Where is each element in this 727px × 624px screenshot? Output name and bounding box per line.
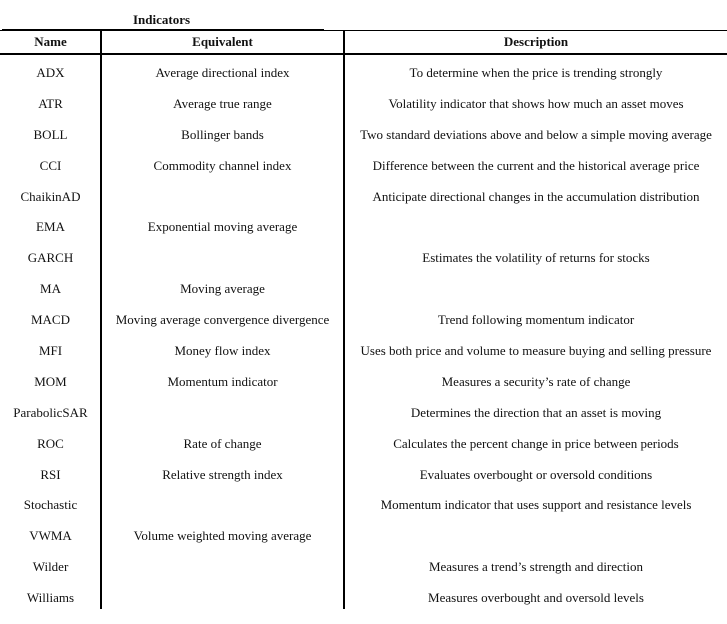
cell-name: ATR: [38, 95, 63, 111]
cell-description: Two standard deviations above and below a simple moving average: [360, 126, 712, 142]
cell-description: Momentum indicator that uses support and resistance levels: [380, 497, 692, 513]
table-row: [0, 429, 727, 460]
cell-description: Uses both price and volume to measure buying and selling pressure: [360, 343, 712, 359]
cell-name: MOM: [34, 373, 67, 389]
table-row: [0, 58, 727, 89]
table-row: [0, 120, 727, 151]
table-row: [0, 274, 727, 305]
header-bottom-rule: [0, 53, 727, 55]
cell-description: Determines the direction that an asset is moving: [410, 404, 662, 420]
cell-description: Calculates the percent change in price between periods: [393, 435, 679, 451]
cell-equivalent: Volume weighted moving average: [133, 528, 312, 544]
column-header-equivalent: Equivalent: [192, 34, 253, 49]
cell-equivalent: Relative strength index: [162, 466, 283, 482]
cell-name: GARCH: [27, 250, 74, 266]
cell-description: [345, 274, 727, 305]
cell-description: Difference between the current and the historical average price: [372, 157, 700, 173]
table-row: [0, 336, 727, 367]
table-row: [0, 521, 727, 552]
cell-equivalent: Average true range: [173, 95, 272, 111]
cell-equivalent: Rate of change: [183, 435, 262, 451]
cell-description: Measures a security’s rate of change: [441, 373, 631, 389]
cell-equivalent: Money flow index: [174, 343, 271, 359]
table-row: [0, 151, 727, 182]
cell-equivalent: Momentum indicator: [167, 373, 278, 389]
column-header-name: Name: [34, 34, 67, 49]
cell-equivalent: Bollinger bands: [181, 126, 264, 142]
cell-description: Measures overbought and oversold levels: [428, 590, 644, 606]
cell-equivalent: Commodity channel index: [153, 157, 292, 173]
cell-name: VWMA: [29, 528, 72, 544]
table-row: [0, 490, 727, 521]
column-headers: [0, 31, 727, 53]
cell-description: Estimates the volatility of returns for stocks: [422, 250, 650, 266]
cell-name: ROC: [37, 435, 64, 451]
cell-name: MACD: [30, 312, 70, 328]
cell-equivalent: Exponential moving average: [147, 219, 298, 235]
cell-name: EMA: [36, 219, 65, 235]
cell-description: Volatility indicator that shows how much an asset moves: [388, 95, 684, 111]
cell-name: ParabolicSAR: [13, 404, 88, 420]
cell-description: To determine when the price is trending strongly: [409, 65, 663, 80]
table-row: [0, 89, 727, 120]
cell-name: RSI: [40, 466, 61, 482]
cell-name: Williams: [26, 590, 75, 606]
cell-name: Stochastic: [23, 497, 78, 513]
cell-equivalent: [102, 583, 343, 614]
table-row: [0, 212, 727, 243]
cell-description: Evaluates overbought or oversold conditions: [419, 466, 653, 482]
cell-description: Measures a trend’s strength and direction: [428, 559, 644, 575]
table-row: [0, 182, 727, 213]
cell-equivalent: Moving average: [180, 281, 265, 297]
cell-equivalent: Average directional index: [155, 65, 290, 80]
table-row: [0, 552, 727, 583]
cell-equivalent: [102, 243, 343, 274]
cell-equivalent: [102, 182, 343, 213]
cell-description: Trend following momentum indicator: [437, 312, 635, 328]
cell-name: CCI: [39, 157, 62, 173]
table-row: [0, 305, 727, 336]
indicators-group-header: Indicators: [132, 12, 191, 27]
cell-description: [345, 212, 727, 243]
cell-name: MA: [40, 281, 61, 297]
cell-description: [345, 521, 727, 552]
cell-equivalent: [102, 398, 343, 429]
cell-name: Wilder: [32, 559, 69, 575]
table-row: [0, 460, 727, 491]
cell-name: MFI: [38, 343, 63, 359]
cell-name: ADX: [36, 65, 65, 80]
table-body: [0, 58, 727, 614]
table-row: [0, 367, 727, 398]
cell-equivalent: [102, 490, 343, 521]
table-row: [0, 243, 727, 274]
cell-name: ChaikinAD: [20, 188, 81, 204]
column-header-description: Description: [503, 34, 569, 49]
cell-name: BOLL: [33, 126, 68, 142]
table-row: [0, 398, 727, 429]
cell-description: Anticipate directional changes in the accumulation distribution: [372, 188, 700, 204]
table-row: [0, 583, 727, 614]
cell-equivalent: Moving average convergence divergence: [115, 312, 330, 328]
cell-equivalent: [102, 552, 343, 583]
